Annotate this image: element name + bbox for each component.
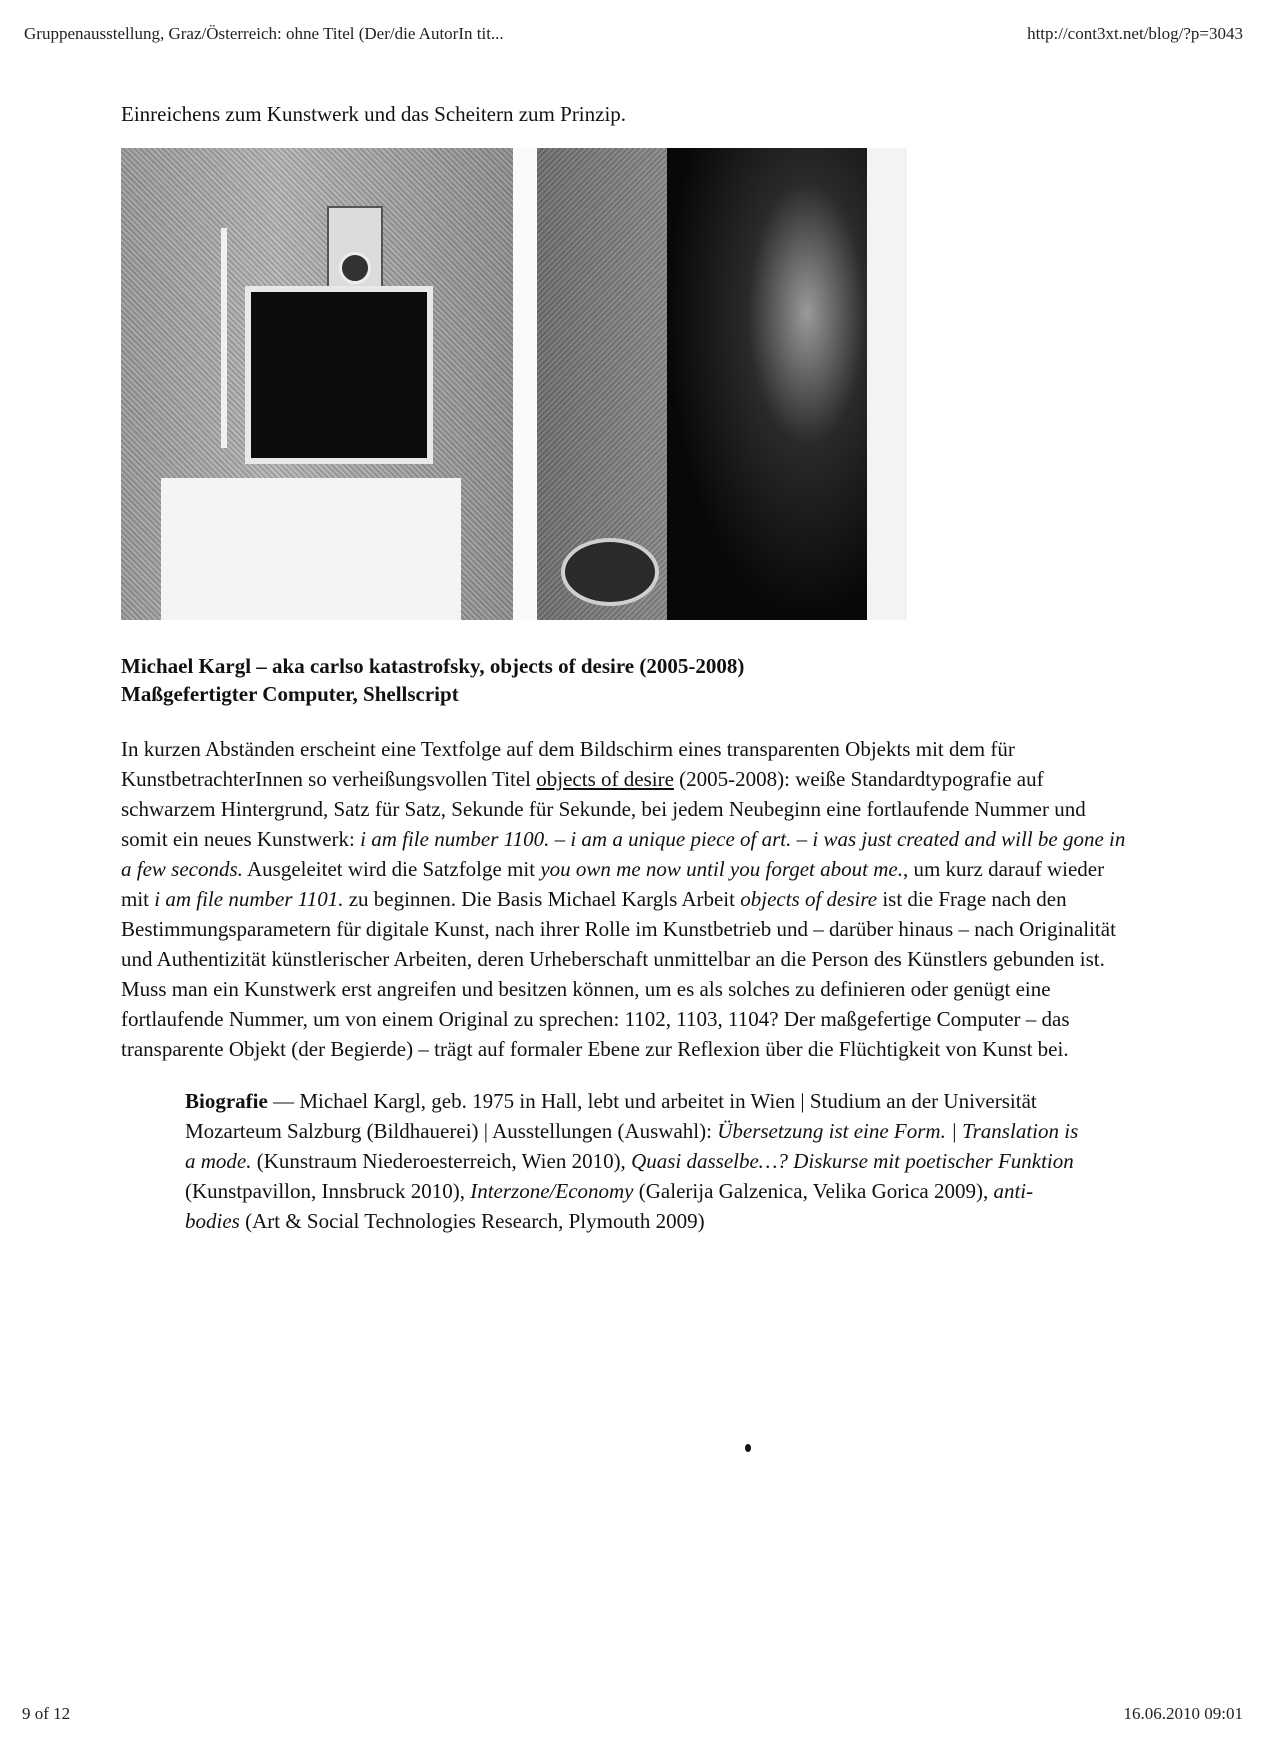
body-text: (2005-2008): weiße Standardtypografie auf schwarzem Hintergrund, Satz für Satz, Sekunde für Sekunde, bei jedem Neubeginn eine fortlaufende Nummer und somit ein neues Kunstwerk: xyxy=(121,767,1086,851)
biography xyxy=(185,1086,1085,1236)
body-text: ist die Frage nach den Bestimmungsparametern für digitale Kunst, nach ihrer Rolle im Kunstbetrieb und – darüber hinaus – nach Originalität und Authentizität künstlerischer Arbeiten, deren Urheberschaft unmittelbar an die Person des Künstlers gebunden ist. Muss man ein Kunstwerk erst angreifen und besitzen können, um es als solches zu definieren oder genügt eine fortlaufende Nummer, um von einem Original zu sprechen: 1102, 1103, 1104? Der maßgefertige Computer – das transparente Objekt (der Begierde) – trägt auf formaler Ebene zur Reflexion über die Flüchtigkeit von Kunst bei. xyxy=(121,887,1116,1061)
artwork-caption xyxy=(121,652,1131,708)
photo-fan-icon xyxy=(339,252,371,284)
bio-italic: Interzone/Economy xyxy=(470,1179,634,1203)
page-header-title: Gruppenausstellung, Graz/Österreich: ohne Titel (Der/die AutorIn tit... xyxy=(24,24,504,43)
bio-label: Biografie xyxy=(185,1089,268,1113)
photo-cable xyxy=(221,228,227,448)
body-text: , um kurz darauf wieder mit xyxy=(121,857,1105,911)
photo-divider xyxy=(513,148,537,620)
article-content xyxy=(121,100,1131,1236)
body-italic: i am file number 1101. xyxy=(154,887,344,911)
bio-text: (Art & Social Technologies Research, Plymouth 2009) xyxy=(239,1209,705,1233)
article-paragraph xyxy=(121,734,1131,1064)
photo-monitor xyxy=(245,286,433,464)
body-italic: i am file number 1100. – i am a unique piece of art. – i was just created and will be gone in a few seconds. xyxy=(121,827,1126,881)
body-text: In kurzen Abständen erscheint eine Textfolge auf dem Bildschirm eines transparenten Objekts mit dem für KunstbetrachterInnen so verheißungsvollen Titel xyxy=(121,737,1015,791)
bio-text: — Michael Kargl, geb. 1975 in Hall, lebt und arbeitet in Wien | Studium an der Universität Mozarteum Salzburg (Bildhauerei) | Ausstellungen (Auswahl): xyxy=(185,1089,1037,1143)
intro-line: Einreichens zum Kunstwerk und das Scheitern zum Prinzip. xyxy=(121,102,627,126)
photo-pedestal xyxy=(161,478,461,620)
page-number: 9 of 12 xyxy=(22,1704,71,1723)
photo-top-device xyxy=(327,206,383,290)
photo-panel-left xyxy=(121,148,513,620)
body-italic: you own me now until you forget about me. xyxy=(540,857,903,881)
body-italic: objects of desire xyxy=(740,887,878,911)
body-text: Ausgeleitet wird die Satzfolge mit xyxy=(242,857,541,881)
bio-text: (Kunstpavillon, Innsbruck 2010), xyxy=(185,1179,471,1203)
photo-object xyxy=(561,538,659,606)
bio-italic: Quasi dasselbe…? Diskurse mit poetischer Funktion xyxy=(631,1149,1074,1173)
page-header-url: http://cont3xt.net/blog/?p=3043 xyxy=(1027,24,1243,43)
caption-medium: Maßgefertigter Computer, Shellscript xyxy=(121,682,459,706)
bio-italic: Übersetzung ist eine Form. | Translation is a mode. xyxy=(185,1119,1079,1173)
caption-title: Michael Kargl – aka carlso katastrofsky, objects of desire (2005-2008) xyxy=(121,654,745,678)
print-datetime: 16.06.2010 09:01 xyxy=(1123,1704,1243,1723)
stray-mark xyxy=(745,1444,751,1452)
photo-dark-screen xyxy=(667,148,867,620)
photo-frame-edge xyxy=(867,148,907,620)
bio-italic: anti-bodies xyxy=(185,1179,1034,1233)
body-text: zu beginnen. Die Basis Michael Kargls Arbeit xyxy=(343,887,741,911)
artwork-link[interactable]: objects of desire xyxy=(536,767,674,791)
artwork-photo xyxy=(121,148,907,620)
photo-panel-right xyxy=(537,148,907,620)
bio-text: (Galerija Galzenica, Velika Gorica 2009), xyxy=(633,1179,994,1203)
bio-text: (Kunstraum Niederoesterreich, Wien 2010), xyxy=(251,1149,632,1173)
